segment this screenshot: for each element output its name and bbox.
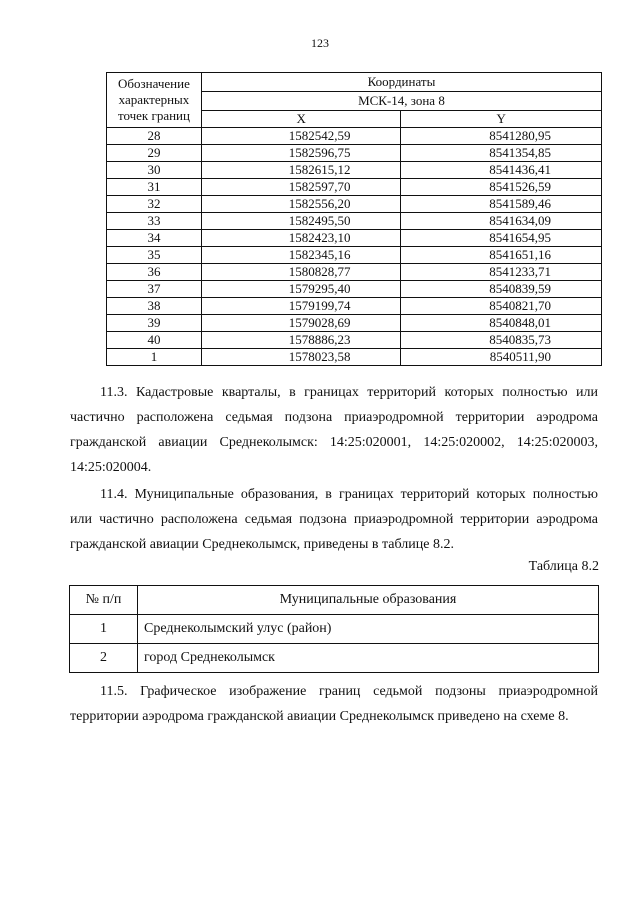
x-cell: 1579199,74 — [201, 298, 401, 315]
x-cell: 1582345,16 — [201, 247, 401, 264]
point-cell: 30 — [107, 162, 202, 179]
name-column-header: Муниципальные образования — [138, 586, 599, 615]
municipality-row — [70, 615, 599, 644]
coordinates-row — [107, 298, 602, 315]
point-cell: 36 — [107, 264, 202, 281]
y-cell: 8541634,09 — [401, 213, 602, 230]
point-cell: 38 — [107, 298, 202, 315]
y-cell: 8541589,46 — [401, 196, 602, 213]
point-cell: 37 — [107, 281, 202, 298]
coordinates-row — [107, 128, 602, 145]
paragraph-11-4 — [70, 482, 598, 557]
y-cell: 8541280,95 — [401, 128, 602, 145]
x-cell: 1582597,70 — [201, 179, 401, 196]
paragraph-11-3 — [70, 380, 598, 480]
table-caption: Таблица 8.2 — [528, 559, 599, 574]
y-cell: 8541354,85 — [401, 145, 602, 162]
y-column-header: Y — [401, 111, 602, 128]
municipality-name: Среднеколымский улус (район) — [138, 615, 599, 644]
point-cell: 35 — [107, 247, 202, 264]
coordinates-row — [107, 247, 602, 264]
coordinates-row — [107, 332, 602, 349]
points-column-header — [107, 73, 202, 128]
x-cell: 1579028,69 — [201, 315, 401, 332]
y-cell: 8541233,71 — [401, 264, 602, 281]
municipalities-table — [69, 585, 599, 673]
coordinates-header-line: МСК-14, зона 8 — [358, 93, 445, 108]
y-cell: 8541436,41 — [401, 162, 602, 179]
coordinates-row — [107, 349, 602, 366]
coordinates-header-row — [107, 73, 602, 92]
x-cell: 1580828,77 — [201, 264, 401, 281]
num-column-header: № п/п — [70, 586, 138, 615]
municipality-number: 1 — [70, 615, 138, 644]
y-cell: 8540835,73 — [401, 332, 602, 349]
paragraph-11-5 — [70, 679, 598, 729]
paragraph-text: 11.5. Графическое изображение границ седьмой подзоны приаэродромной территории аэродрома гражданской авиации Среднеколымск приведено на схеме 8. — [70, 684, 598, 724]
points-header-line: точек границ — [117, 108, 190, 123]
coordinates-row — [107, 196, 602, 213]
x-cell: 1578886,23 — [201, 332, 401, 349]
point-cell: 40 — [107, 332, 202, 349]
coordinates-row — [107, 230, 602, 247]
page-number: 123 — [311, 36, 329, 50]
coordinates-row — [107, 213, 602, 230]
point-cell: 1 — [107, 349, 202, 366]
y-cell: 8541654,95 — [401, 230, 602, 247]
y-cell: 8541526,59 — [401, 179, 602, 196]
coordinates-table — [106, 72, 602, 366]
point-cell: 39 — [107, 315, 202, 332]
coordinates-row — [107, 179, 602, 196]
coordinates-column-header — [201, 73, 601, 92]
coordinates-row — [107, 281, 602, 298]
y-cell: 8540848,01 — [401, 315, 602, 332]
municipality-number: 2 — [70, 644, 138, 673]
point-cell: 33 — [107, 213, 202, 230]
municipalities-header-row — [70, 586, 599, 615]
x-cell: 1582556,20 — [201, 196, 401, 213]
y-cell: 8540839,59 — [401, 281, 602, 298]
y-cell: 8540511,90 — [401, 349, 602, 366]
points-header-line: характерных — [118, 92, 190, 107]
x-cell: 1582495,50 — [201, 213, 401, 230]
x-cell: 1578023,58 — [201, 349, 401, 366]
x-column-header: X — [201, 111, 401, 128]
paragraph-text: 11.3. Кадастровые кварталы, в границах территорий которых полностью или частично расположена седьмая подзона приаэродромной территории аэродрома гражданской авиации Среднеколымск: 14:25:020001, 14:25:020002, 14:25:020003, 14:25:020004. — [70, 385, 598, 475]
x-cell: 1582542,59 — [201, 128, 401, 145]
coordinates-row — [107, 315, 602, 332]
point-cell: 32 — [107, 196, 202, 213]
paragraph-text: 11.4. Муниципальные образования, в границах территорий которых полностью или частично расположена седьмая подзона приаэродромной территории аэродрома гражданской авиации Среднеколымск, приведены в таблице 8.2. — [70, 487, 598, 552]
point-cell: 34 — [107, 230, 202, 247]
coordinates-row — [107, 162, 602, 179]
y-cell: 8541651,16 — [401, 247, 602, 264]
x-cell: 1579295,40 — [201, 281, 401, 298]
coordinates-header-line: Координаты — [367, 74, 436, 89]
point-cell: 28 — [107, 128, 202, 145]
x-cell: 1582596,75 — [201, 145, 401, 162]
point-cell: 29 — [107, 145, 202, 162]
coordinates-row — [107, 264, 602, 281]
municipality-row — [70, 644, 599, 673]
coordinates-row — [107, 145, 602, 162]
y-cell: 8540821,70 — [401, 298, 602, 315]
x-cell: 1582423,10 — [201, 230, 401, 247]
municipality-name: город Среднеколымск — [138, 644, 599, 673]
points-header-line: Обозначение — [118, 76, 190, 91]
coordinate-system-header — [201, 92, 601, 111]
point-cell: 31 — [107, 179, 202, 196]
x-cell: 1582615,12 — [201, 162, 401, 179]
